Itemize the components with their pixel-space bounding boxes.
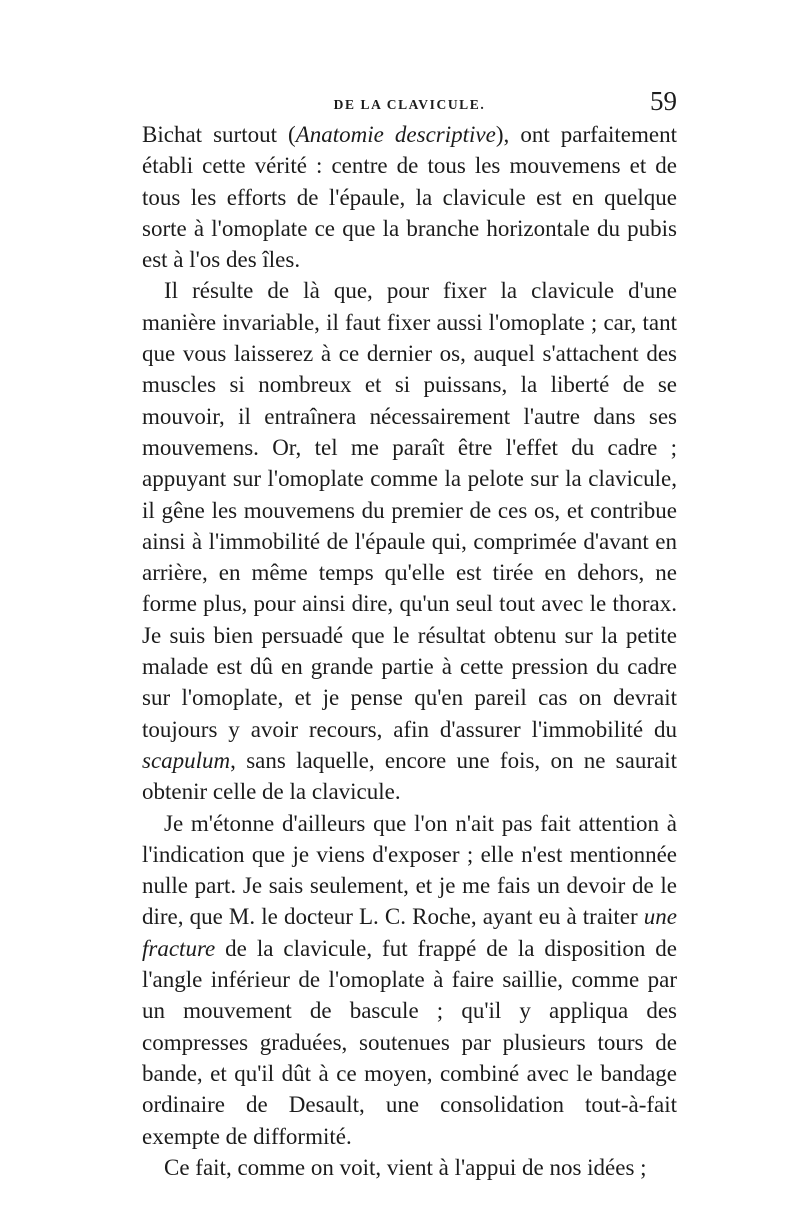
text-run: Je m'étonne d'ailleurs que l'on n'ait pas fait attention à l'indication que je viens d'exposer ; elle n'est mentionnée nulle part. Je sais seulement, et je me fais un devoir de le dire, que M. le docteur L. C. Roche, ayant eu à traiter (142, 810, 677, 930)
page-header (142, 86, 677, 118)
page-number: 59 (650, 86, 677, 116)
paragraph (142, 275, 677, 807)
paragraph (142, 119, 677, 275)
text-run: Il résulte de là que, pour fixer la clavicule d'une manière invariable, il faut fixer aussi l'omoplate ; car, tant que vous laisserez à ce dernier os, auquel s'attachent des muscles si nombreux et si puissans, la liberté de se mouvoir, il entraînera nécessairement l'autre dans ses mouvemens. Or, tel me paraît être l'effet du cadre ; appuyant sur l'omoplate comme la pelote sur la clavicule, il gêne les mouvemens du premier de ces os, et contribue ainsi à l'immobilité de l'épaule qui, comprimée d'avant en arrière, en même temps qu'elle est tirée en dehors, ne forme plus, pour ainsi dire, qu'un seul tout avec le thorax. Je suis bien persuadé que le résultat obtenu sur la petite malade est dû en grande partie à cette pression du cadre sur l'omoplate, et je pense qu'en pareil cas on devrait toujours y avoir recours, afin d'assurer l'immobilité du (142, 278, 677, 742)
text-run: de la clavicule, fut frappé de la disposition de l'angle inférieur de l'omoplate à faire saillie, comme par un mouvement de bascule ; qu'il y appliqua des compresses graduées, soutenues par plusieurs tours de bande, et qu'il dût à ce moyen, combiné avec le bandage ordinaire de Desault, une consolidation tout-à-fait exempte de difformité. (142, 935, 677, 1149)
running-head: DE LA CLAVICULE. (333, 97, 486, 112)
italic-text: une fracture (142, 904, 677, 961)
paragraph (142, 808, 677, 1152)
italic-text: Anatomie descriptive (295, 122, 496, 147)
italic-text: scapulum (142, 747, 231, 773)
paragraph (142, 1152, 677, 1183)
text-run: ), ont parfaitement établi cette vérité : centre de tous les mouvemens et de tous les efforts de l'épaule, la clavicule est en quelque sorte à l'omoplate ce que la branche horizontale du pubis est à l'os des îles. (142, 122, 677, 273)
body-text (142, 119, 677, 1183)
text-run: Ce fait, comme on voit, vient à l'appui de nos idées ; (164, 1154, 647, 1180)
text-run: , sans laquelle, encore une fois, on ne saurait obtenir celle de la clavicule. (142, 747, 677, 805)
text-run: Bichat surtout ( (142, 122, 296, 147)
